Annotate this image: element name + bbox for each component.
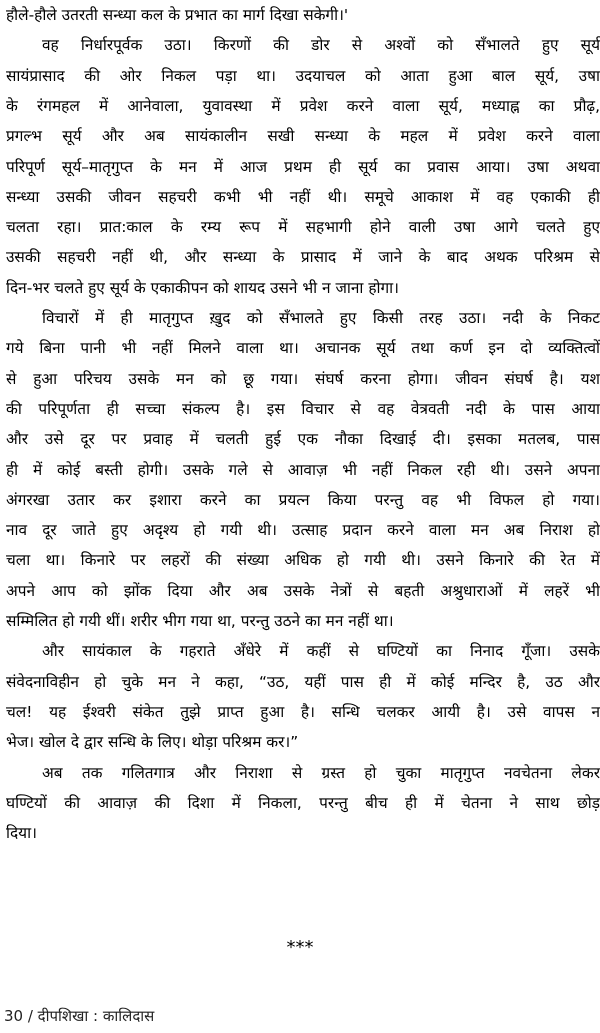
text-line: अब तक गलितगात्र और निराशा से ग्रस्त हो चुका मातृगुप्त नवचेतना लेकर [42, 763, 600, 782]
page-footer: 30 / दीपशिखा : कालिदास [4, 1007, 155, 1025]
text-line: वह निर्धारपूर्वक उठा। किरणों की डोर से अश्वों को सँभालते हुए सूर्य [42, 36, 600, 55]
text-line: विचारों में ही मातृगुप्त ख़ुद को सँभालते हुए किसी तरह उठा। नदी के निकट [42, 309, 600, 327]
text-line: अंगरखा उतार कर इशारा करने का प्रयत्न किया परन्तु वह भी विफल हो गया। [6, 490, 600, 509]
text-line: चला था। किनारे पर लहरों की संख्या अधिक हो गयी थी। उसने किनारे की रेत में [6, 551, 600, 570]
text-line: सायंप्रासाद की ओर निकल पड़ा था। उदयाचल को आता हुआ बाल सूर्य, उषा [6, 66, 600, 85]
text-line: दिन-भर चलते हुए सूर्य के एकाकीपन को शायद उसने भी न जाना होगा। [6, 278, 399, 297]
text-line: दिया। [6, 824, 37, 843]
text-line: नाव दूर जाते हुए अदृश्य हो गयी थी। उत्साह प्रदान करने वाला मन अब निराश हो [6, 521, 600, 540]
section-break: *** [286, 937, 314, 958]
text-line: ही में कोई बस्ती होगी। उसके गले से आवाज़ भी नहीं निकल रही थी। उसने अपना [6, 460, 600, 479]
text-line: चल! यह ईश्वरी संकेत तुझे प्राप्त हुआ है। सन्धि चलकर आयी है। उसे वापस न [6, 702, 600, 721]
text-line: और उसे दूर पर प्रवाह में चलती हुई एक नौका दिखाई दी। इसका मतलब, पास [6, 430, 600, 449]
text-line: गये बिना पानी भी नहीं मिलने वाला था। अचानक सूर्य तथा कर्ण इन दो व्यक्तित्वों [6, 339, 600, 358]
text-line: सन्ध्या उसकी जीवन सहचरी कभी भी नहीं थी। समूचे आकाश में वह एकाकी ही [6, 187, 600, 206]
text-line: प्रगल्भ सूर्य और अब सायंकालीन सखी सन्ध्या के महल में प्रवेश करने वाला [6, 127, 600, 146]
text-line: संवेदनाविहीन हो चुके मन ने कहा, “उठ, यहीं पास ही में कोई मन्दिर है, उठ और [6, 672, 600, 691]
text-line: की परिपूर्णता ही सच्चा संकल्प है। इस विचार से वह वेत्रवती नदी के पास आया [6, 399, 600, 418]
text-line: और सायंकाल के गहराते अँधेरे में कहीं से घण्टियों का निनाद गूँजा। उसके [42, 642, 600, 661]
text-line: चलता रहा। प्रात:काल के रम्य रूप में सहभागी होने वाली उषा आगे चलते हुए [6, 218, 600, 237]
text-line: उसकी सहचरी नहीं थी, और सन्ध्या के प्रासाद में जाने के बाद अथक परिश्रम से [6, 248, 600, 267]
text-line: से हुआ परिचय उसके मन को छू गया। संघर्ष करना होगा। जीवन संघर्ष है। यश [6, 369, 600, 388]
text-line: के रंगमहल में आनेवाला, युवावस्था में प्रवेश करने वाला सूर्य, मध्याह्न का प्रौढ़, [6, 96, 600, 115]
text-line: परिपूर्ण सूर्य–मातृगुप्त के मन में आज प्रथम ही सूर्य का प्रवास आया। उषा अथवा [6, 157, 600, 176]
text-line: सम्मिलित हो गयी थीं। शरीर भीग गया था, परन्तु उठने का मन नहीं था। [6, 612, 394, 630]
text-line: घण्टियों की आवाज़ की दिशा में निकला, परन्तु बीच ही में चेतना ने साथ छोड़ [6, 793, 600, 812]
text-line: अपने आप को झोंक दिया और अब उसके नेत्रों से बहती अश्रुधाराओं में लहरें भी [6, 581, 600, 600]
text-line: हौले-हौले उतरती सन्ध्या कल के प्रभात का मार्ग दिखा सकेगी।' [6, 6, 349, 24]
text-line: भेज। खोल दे द्वार सन्धि के लिए। थोड़ा परिश्रम कर।” [6, 733, 299, 752]
